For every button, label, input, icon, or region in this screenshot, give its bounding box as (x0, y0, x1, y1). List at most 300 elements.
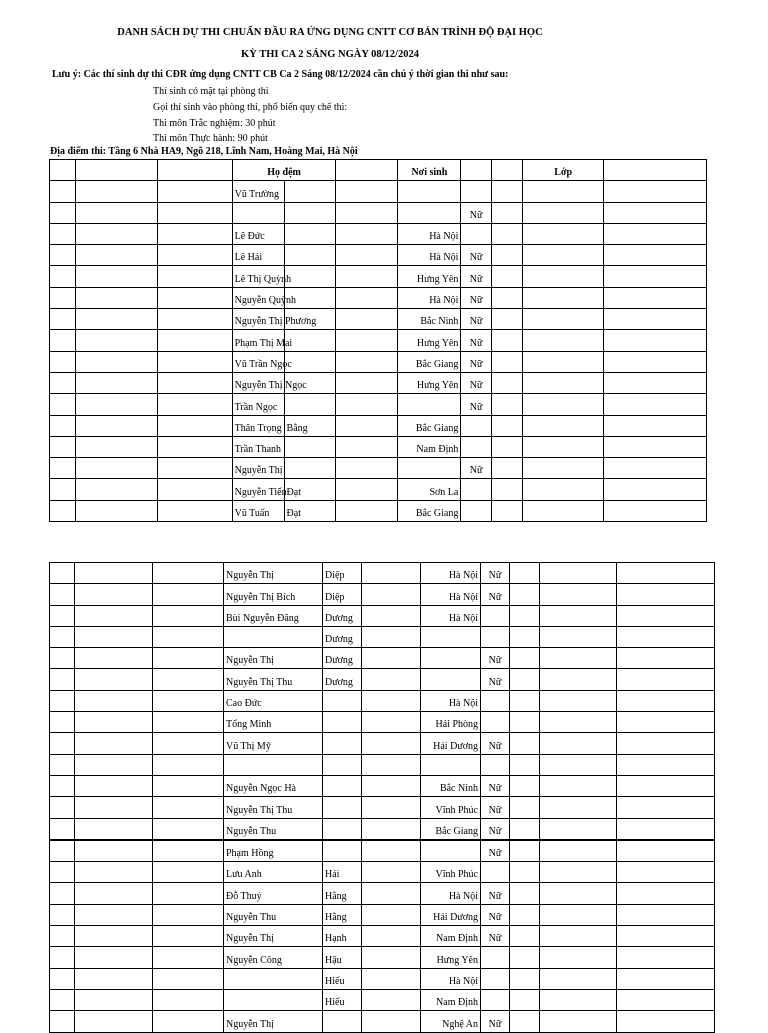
candidate-surname (224, 968, 323, 989)
candidate-gender (481, 712, 510, 733)
table-row (50, 669, 715, 690)
candidate-surname: Vũ Trường (232, 181, 284, 202)
note-line: Gọi thí sinh vào phòng thi, phổ biến quy chế thi: (153, 102, 348, 113)
table-cell (540, 840, 617, 862)
table-row (50, 818, 715, 840)
candidate-given-name: Đạt (284, 479, 336, 500)
table-cell (158, 287, 233, 308)
candidate-given-name: Diệp (323, 584, 362, 605)
candidate-birthplace: Hà Nội (398, 287, 461, 308)
candidate-surname: Phạm Thị Mai (232, 330, 284, 351)
table-cell (523, 458, 604, 479)
table-cell (362, 926, 421, 947)
table-cell (510, 563, 540, 584)
candidate-gender (461, 415, 491, 436)
table-cell (617, 775, 715, 796)
candidate-birthplace: Hà Nội (421, 563, 481, 584)
table-cell (76, 415, 158, 436)
table-cell (491, 415, 522, 436)
table-cell (50, 584, 75, 605)
table-cell (604, 479, 707, 500)
table-cell (76, 500, 158, 521)
table-cell (50, 626, 75, 647)
table-cell (153, 968, 224, 989)
table-cell (50, 883, 75, 904)
candidate-birthplace: Hà Nội (421, 605, 481, 626)
candidate-birthplace: Hải Dương (421, 904, 481, 925)
candidate-gender: Nữ (461, 394, 491, 415)
table-cell (617, 669, 715, 690)
candidate-birthplace (398, 181, 461, 202)
table-row (50, 754, 715, 775)
table-row (50, 181, 707, 202)
table-cell (523, 309, 604, 330)
table-cell (50, 926, 75, 947)
candidate-birthplace: Hưng Yên (398, 266, 461, 287)
table-cell (491, 479, 522, 500)
table-cell (153, 904, 224, 925)
candidate-gender (481, 968, 510, 989)
candidate-birthplace: Nam Định (398, 436, 461, 457)
candidate-given-name: Hằng (323, 883, 362, 904)
table-cell (510, 947, 540, 968)
table-cell (50, 947, 75, 968)
table-cell (510, 733, 540, 754)
table-cell (362, 968, 421, 989)
candidate-gender (461, 500, 491, 521)
table-cell (362, 947, 421, 968)
table-cell (153, 690, 224, 711)
candidate-birthplace: Hưng Yên (398, 372, 461, 393)
candidate-surname: Vũ Trần Ngọc (232, 351, 284, 372)
candidate-gender: Nữ (481, 904, 510, 925)
table-cell (362, 818, 421, 840)
table-cell (540, 862, 617, 883)
candidate-gender: Nữ (481, 797, 510, 818)
candidate-birthplace: Hưng Yên (398, 330, 461, 351)
table-cell (153, 712, 224, 733)
table-cell (491, 309, 522, 330)
table-cell (617, 904, 715, 925)
table-cell (50, 202, 76, 223)
table-cell (617, 584, 715, 605)
candidate-surname: Nguyễn Thị (224, 648, 323, 669)
table-row (50, 947, 715, 968)
candidate-surname: Nguyễn Quỳnh (232, 287, 284, 308)
table-cell (491, 351, 522, 372)
table-cell (50, 605, 75, 626)
candidate-birthplace (421, 626, 481, 647)
table-cell (76, 160, 158, 181)
table-cell (540, 947, 617, 968)
table-cell (50, 818, 75, 840)
table-cell (362, 605, 421, 626)
candidate-given-name: Dương (323, 669, 362, 690)
table-cell (50, 733, 75, 754)
table-cell (604, 223, 707, 244)
table-cell (75, 648, 153, 669)
table-cell (50, 904, 75, 925)
candidate-surname: Nguyễn Thị (224, 926, 323, 947)
table-cell (540, 818, 617, 840)
candidate-given-name (323, 690, 362, 711)
table-cell (510, 862, 540, 883)
table-cell (75, 669, 153, 690)
table-cell (604, 181, 707, 202)
table-cell (75, 712, 153, 733)
table-row (50, 458, 707, 479)
table-cell (510, 1011, 540, 1032)
candidate-gender: Nữ (461, 351, 491, 372)
column-header-lop: Lớp (523, 160, 604, 181)
candidate-surname: Nguyễn Thị Thu (224, 797, 323, 818)
table-cell (604, 266, 707, 287)
candidate-gender: Nữ (481, 733, 510, 754)
table-cell (617, 947, 715, 968)
table-cell (76, 458, 158, 479)
candidate-gender (481, 947, 510, 968)
table-cell (158, 394, 233, 415)
table-cell (76, 479, 158, 500)
table-cell (510, 775, 540, 796)
table-cell (50, 500, 76, 521)
candidate-birthplace (398, 394, 461, 415)
candidate-surname: Lê Đức (232, 223, 284, 244)
table-cell (510, 818, 540, 840)
table-row (50, 372, 707, 393)
candidate-birthplace: Hà Nội (398, 245, 461, 266)
candidate-surname: Nguyễn Thị Phương (232, 309, 284, 330)
table-row (50, 584, 715, 605)
candidate-surname: Nguyễn Công (224, 947, 323, 968)
candidate-birthplace: Hà Nội (398, 223, 461, 244)
table-cell (76, 181, 158, 202)
table-cell (158, 436, 233, 457)
table-cell (604, 394, 707, 415)
table-cell (50, 797, 75, 818)
table-cell (540, 989, 617, 1010)
table-cell (540, 712, 617, 733)
table-cell (540, 968, 617, 989)
table-cell (491, 160, 522, 181)
candidate-given-name: Hiếu (323, 968, 362, 989)
candidate-surname: Đỗ Thuý (224, 883, 323, 904)
candidate-gender: Nữ (461, 266, 491, 287)
table-cell (510, 926, 540, 947)
table-cell (523, 394, 604, 415)
table-cell (491, 394, 522, 415)
table-row (50, 479, 707, 500)
note-line: Thí sinh có mặt tại phòng thi (153, 86, 269, 97)
table-cell (50, 287, 76, 308)
candidate-surname (224, 989, 323, 1010)
table-cell (336, 202, 398, 223)
table-cell (158, 415, 233, 436)
table-cell (158, 479, 233, 500)
table-cell (362, 775, 421, 796)
table-cell (158, 372, 233, 393)
table-cell (76, 202, 158, 223)
candidate-gender (481, 605, 510, 626)
column-header-ho-dem: Họ đệm (232, 160, 336, 181)
table-cell (362, 754, 421, 775)
table-row (50, 926, 715, 947)
exam-venue: Địa điểm thi: Tầng 6 Nhà HA9, Ngõ 218, Lĩnh Nam, Hoàng Mai, Hà Nội (50, 146, 358, 157)
candidate-surname: Bùi Nguyễn Đăng (224, 605, 323, 626)
table-cell (76, 436, 158, 457)
table-cell (50, 669, 75, 690)
table-cell (76, 245, 158, 266)
candidate-gender (461, 436, 491, 457)
table-cell (75, 797, 153, 818)
table-cell (523, 223, 604, 244)
candidate-gender (481, 862, 510, 883)
candidate-surname: Nguyễn Thị (224, 563, 323, 584)
table-cell (540, 669, 617, 690)
candidate-birthplace: Hải Dương (421, 733, 481, 754)
table-cell (617, 840, 715, 862)
table-cell (362, 626, 421, 647)
table-cell (76, 330, 158, 351)
candidate-birthplace: Hà Nội (421, 584, 481, 605)
table-cell (76, 351, 158, 372)
table-cell (540, 1011, 617, 1032)
candidate-given-name (323, 754, 362, 775)
table-cell (362, 904, 421, 925)
column-header-noi-sinh: Nơi sinh (398, 160, 461, 181)
table-row (50, 733, 715, 754)
table-row (50, 309, 707, 330)
table-cell (50, 712, 75, 733)
table-cell (362, 584, 421, 605)
table-cell (50, 775, 75, 796)
table-cell (617, 818, 715, 840)
candidate-given-name: Dương (323, 605, 362, 626)
table-row (50, 648, 715, 669)
table-cell (50, 351, 76, 372)
table-row (50, 500, 707, 521)
candidate-surname: Nguyễn Thị (224, 1011, 323, 1032)
table-row (50, 840, 715, 862)
table-cell (75, 563, 153, 584)
table-cell (75, 947, 153, 968)
table-cell (510, 712, 540, 733)
candidate-table-2 (49, 562, 715, 1033)
table-cell (153, 818, 224, 840)
candidate-surname: Trần Thanh (232, 436, 284, 457)
table-row (50, 904, 715, 925)
table-row (50, 968, 715, 989)
table-row (50, 330, 707, 351)
table-cell (336, 245, 398, 266)
candidate-gender: Nữ (481, 563, 510, 584)
candidate-surname (224, 626, 323, 647)
table-cell (617, 626, 715, 647)
table-cell (604, 500, 707, 521)
table-cell (75, 605, 153, 626)
candidate-birthplace: Nam Định (421, 989, 481, 1010)
table-cell (523, 266, 604, 287)
table-row (50, 626, 715, 647)
candidate-given-name: Hậu (323, 947, 362, 968)
candidate-birthplace: Hải Phòng (421, 712, 481, 733)
table-cell (604, 372, 707, 393)
candidate-birthplace: Bắc Ninh (398, 309, 461, 330)
candidate-birthplace: Hưng Yên (421, 947, 481, 968)
table-cell (604, 330, 707, 351)
candidate-birthplace: Hà Nội (421, 690, 481, 711)
table-cell (158, 266, 233, 287)
table-cell (336, 479, 398, 500)
table-cell (523, 287, 604, 308)
table-cell (540, 775, 617, 796)
table-cell (153, 563, 224, 584)
candidate-birthplace (421, 669, 481, 690)
table-cell (617, 989, 715, 1010)
table-cell (540, 648, 617, 669)
candidate-gender: Nữ (461, 309, 491, 330)
table-cell (158, 223, 233, 244)
table-cell (158, 181, 233, 202)
table-cell (362, 840, 421, 862)
table-cell (153, 584, 224, 605)
table-cell (510, 605, 540, 626)
table-cell (158, 245, 233, 266)
table-cell (76, 287, 158, 308)
table-cell (362, 712, 421, 733)
table-cell (50, 160, 76, 181)
table-cell (461, 160, 491, 181)
table-cell (540, 733, 617, 754)
candidate-surname: Nguyễn Thu (224, 904, 323, 925)
candidate-given-name (284, 436, 336, 457)
table-cell (153, 926, 224, 947)
exam-session-title: KỲ THI CA 2 SÁNG NGÀY 08/12/2024 (241, 49, 419, 60)
table-cell (604, 458, 707, 479)
table-row (50, 989, 715, 1010)
table-cell (604, 351, 707, 372)
table-cell (50, 648, 75, 669)
table-cell (617, 797, 715, 818)
candidate-birthplace (398, 458, 461, 479)
table-cell (336, 287, 398, 308)
table-cell (510, 690, 540, 711)
table-cell (153, 797, 224, 818)
note-heading: Lưu ý: Các thí sinh dự thi CĐR ứng dụng CNTT CB Ca 2 Sáng 08/12/2024 cần chú ý thời gian thi như sau: (52, 69, 509, 80)
note-line: Thi môn Trắc nghiệm: 30 phút (153, 118, 276, 129)
table-cell (523, 181, 604, 202)
table-cell (540, 797, 617, 818)
table-cell (540, 584, 617, 605)
candidate-surname: Nguyễn Thị (232, 458, 284, 479)
candidate-given-name: Hằng (323, 904, 362, 925)
table-cell (158, 202, 233, 223)
table-cell (523, 351, 604, 372)
table-cell (617, 883, 715, 904)
table-cell (75, 968, 153, 989)
table-cell (491, 202, 522, 223)
table-cell (617, 563, 715, 584)
table-cell (540, 926, 617, 947)
table-cell (336, 394, 398, 415)
table-cell (491, 372, 522, 393)
candidate-birthplace (421, 840, 481, 862)
candidate-given-name: Hạnh (323, 926, 362, 947)
table-cell (491, 458, 522, 479)
candidate-given-name (284, 202, 336, 223)
table-cell (510, 840, 540, 862)
table-cell (491, 330, 522, 351)
candidate-gender (461, 479, 491, 500)
table-cell (336, 351, 398, 372)
table-row (50, 712, 715, 733)
table-cell (540, 904, 617, 925)
note-line: Thi môn Thực hành: 90 phút (153, 133, 268, 144)
candidate-given-name: Bằng (284, 415, 336, 436)
table-header-row (50, 160, 707, 181)
table-cell (158, 330, 233, 351)
table-cell (158, 351, 233, 372)
candidate-surname: Nguyễn Thị Bích (224, 584, 323, 605)
table-cell (50, 840, 75, 862)
table-cell (523, 372, 604, 393)
candidate-given-name: Dương (323, 626, 362, 647)
table-cell (158, 458, 233, 479)
candidate-given-name: Hải (323, 862, 362, 883)
table-cell (50, 1011, 75, 1032)
table-cell (153, 883, 224, 904)
table-cell (153, 840, 224, 862)
table-row (50, 245, 707, 266)
candidate-given-name (284, 245, 336, 266)
table-cell (336, 160, 398, 181)
table-cell (491, 245, 522, 266)
table-cell (617, 605, 715, 626)
table-cell (491, 436, 522, 457)
table-cell (617, 968, 715, 989)
candidate-surname: Lưu Anh (224, 862, 323, 883)
table-cell (540, 563, 617, 584)
candidate-table-1 (49, 159, 707, 522)
candidate-birthplace: Bắc Giang (398, 500, 461, 521)
table-row (50, 563, 715, 584)
table-cell (336, 181, 398, 202)
table-cell (362, 883, 421, 904)
candidate-birthplace: Bắc Giang (421, 818, 481, 840)
table-row (50, 287, 707, 308)
table-cell (158, 309, 233, 330)
table-row (50, 605, 715, 626)
candidate-given-name (284, 458, 336, 479)
table-cell (50, 458, 76, 479)
table-cell (617, 648, 715, 669)
table-cell (362, 862, 421, 883)
candidate-birthplace: Bắc Giang (398, 351, 461, 372)
table-cell (75, 1011, 153, 1032)
candidate-given-name (323, 1011, 362, 1032)
candidate-birthplace: Vĩnh Phúc (421, 862, 481, 883)
table-cell (75, 775, 153, 796)
table-cell (617, 754, 715, 775)
table-row (50, 775, 715, 796)
table-cell (50, 309, 76, 330)
table-cell (510, 904, 540, 925)
table-row (50, 415, 707, 436)
table-cell (604, 202, 707, 223)
table-cell (50, 245, 76, 266)
table-cell (336, 372, 398, 393)
candidate-birthplace: Nam Định (421, 926, 481, 947)
